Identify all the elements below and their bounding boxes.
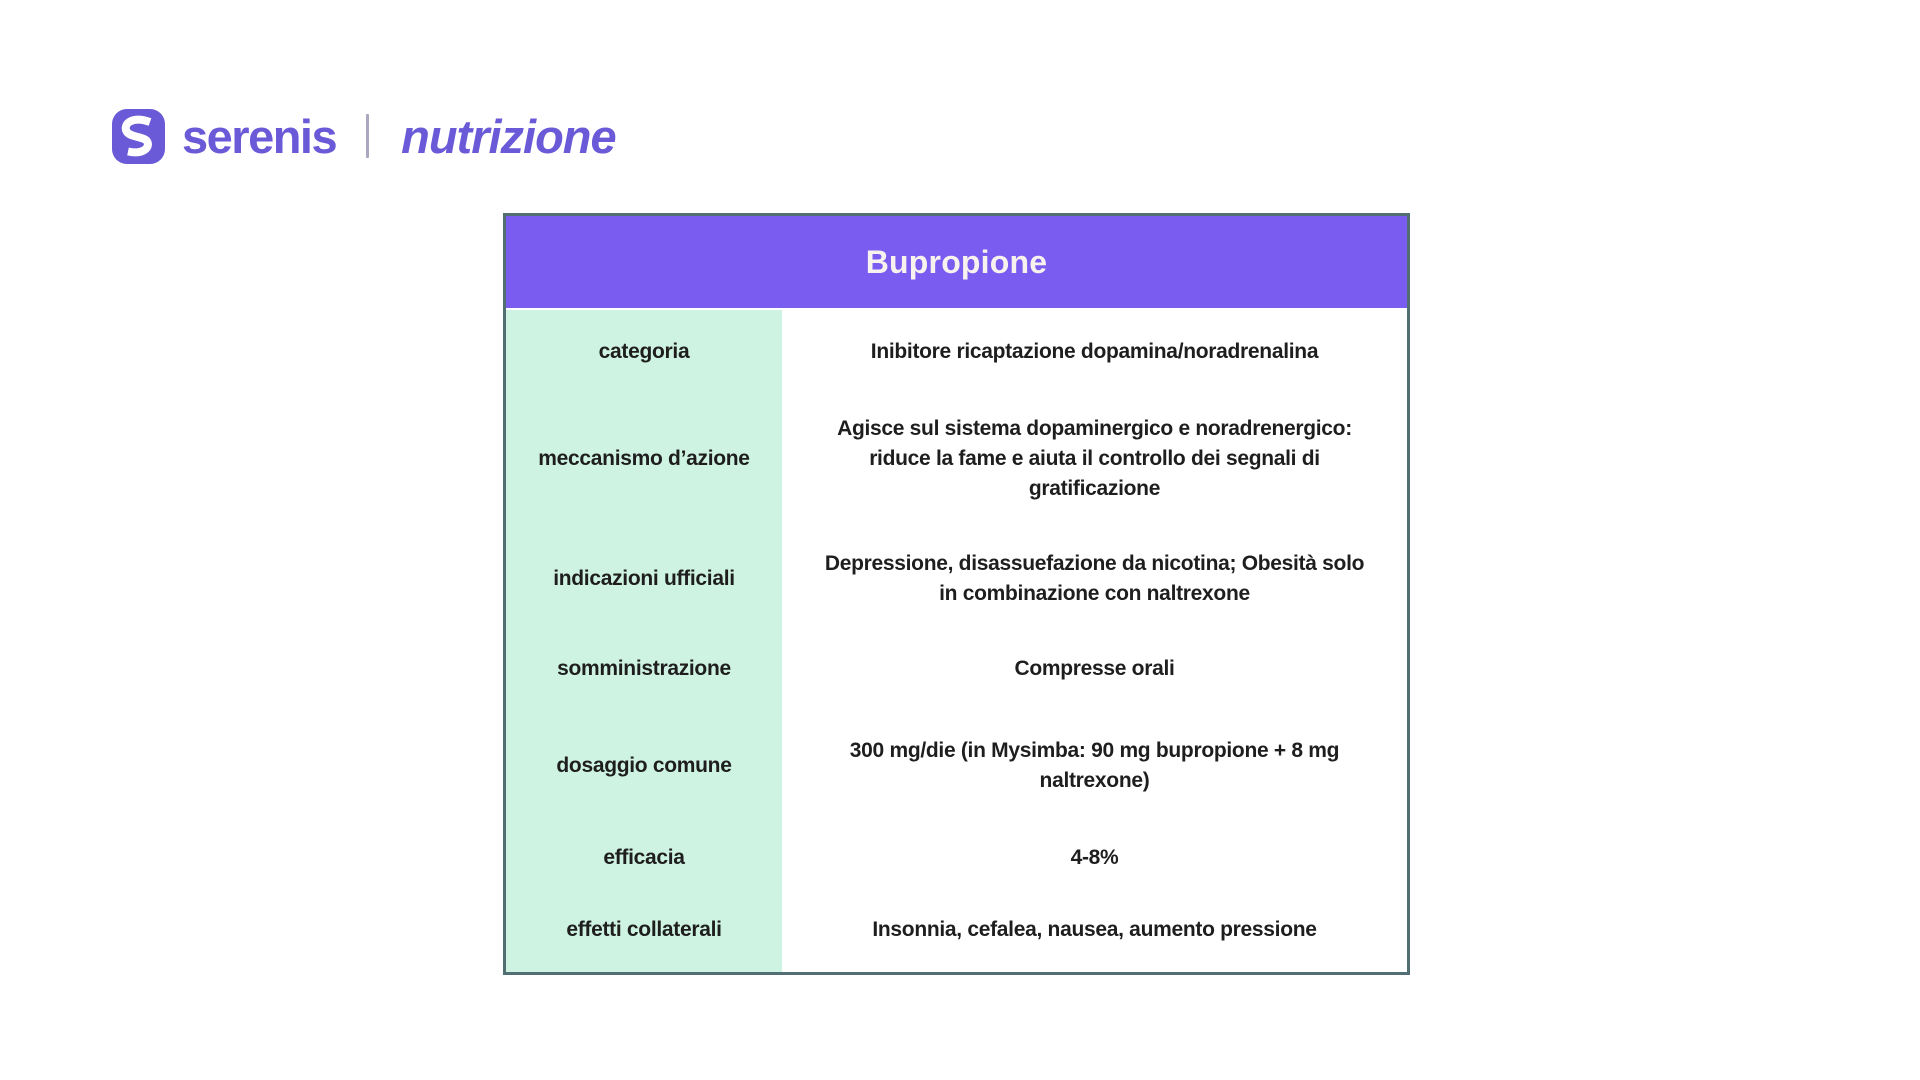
serenis-s-icon [112,109,165,164]
row-value [782,704,1407,828]
row-label: efficacia [506,828,782,888]
row-value [782,888,1407,972]
row-value-line: 4-8% [1070,846,1119,869]
table-row [506,524,1407,634]
row-value [782,310,1407,394]
drug-info-table [503,213,1410,975]
table-row [506,704,1407,828]
row-value-line: Insonnia, cefalea, nausea, aumento pressione [872,918,1317,941]
table-body [506,310,1407,972]
table-row [506,634,1407,704]
table-row [506,888,1407,972]
row-label: effetti collaterali [506,888,782,972]
row-value [782,394,1407,524]
serenis-nutrizione-logo [112,104,616,168]
row-label: categoria [506,310,782,394]
row-value [782,828,1407,888]
table-row [506,310,1407,394]
table-row [506,828,1407,888]
row-value-line: Inibitore ricaptazione dopamina/noradrenalina [870,340,1319,363]
logo-divider [366,114,369,158]
row-label: somministrazione [506,634,782,704]
table-row [506,394,1407,524]
table-title: Bupropione [506,216,1407,310]
row-value [782,524,1407,634]
row-value-line: riduce la fame e aiuta il controllo dei segnali di [869,447,1320,470]
row-value-line: Agisce sul sistema dopaminergico e noradrenergico: [837,417,1352,440]
row-value [782,634,1407,704]
row-value-line: Depressione, disassuefazione da nicotina; Obesità solo [824,552,1365,575]
row-value-line: Compresse orali [1014,657,1175,680]
row-label: dosaggio comune [506,704,782,828]
row-value-line: naltrexone) [1039,769,1150,792]
row-label: meccanismo d’azione [506,394,782,524]
logo-brand-text: serenis [182,109,337,163]
row-value-line: 300 mg/die (in Mysimba: 90 mg bupropione + 8 mg [849,739,1340,762]
logo-product-text: nutrizione [401,109,616,163]
row-value-line: gratificazione [1028,477,1161,500]
row-label: indicazioni ufficiali [506,524,782,634]
row-value-line: in combinazione con naltrexone [939,582,1250,605]
